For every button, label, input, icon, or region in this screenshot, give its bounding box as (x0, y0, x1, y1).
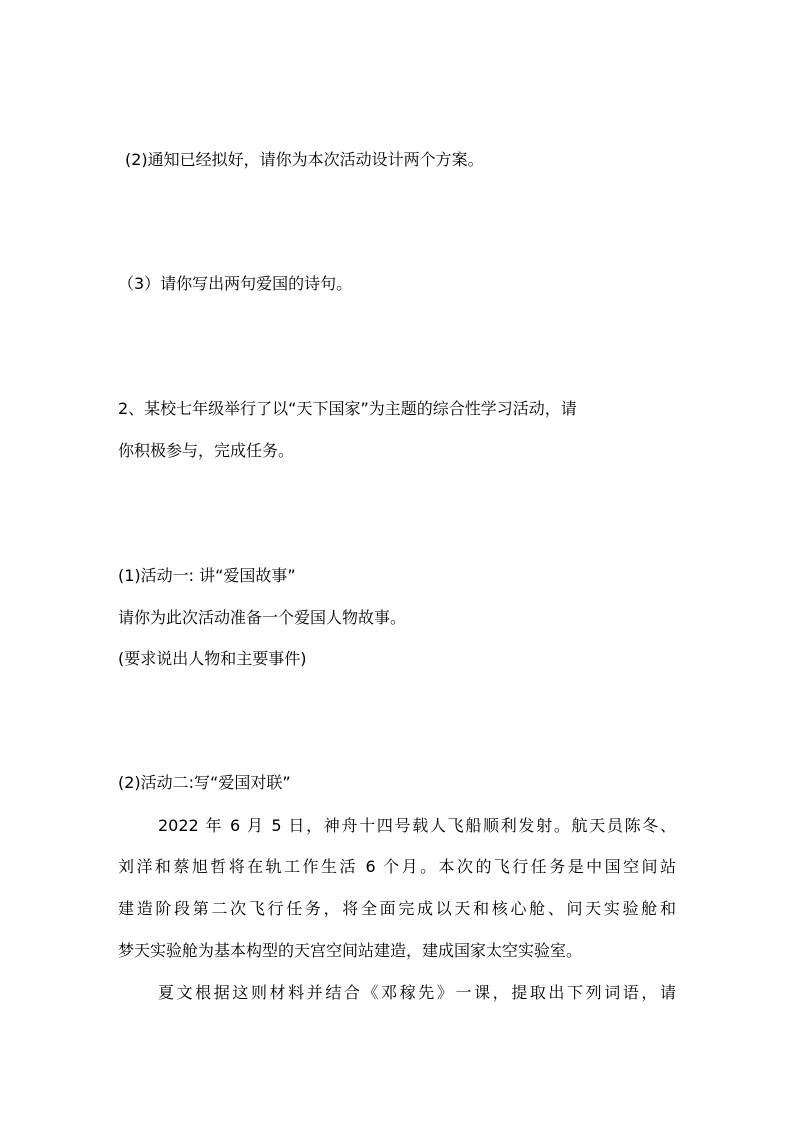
material-line-3: 建造阶段第二次飞行任务，将全面完成以天和核心舱、问天实验舱和 (118, 899, 676, 918)
question-1-part-3: （3）请你写出两句爱国的诗句。 (118, 274, 353, 293)
material-line-4: 梦天实验舱为基本构型的天宫空间站建造，建成国家太空实验室。 (118, 941, 583, 960)
activity-1-heading: (1)活动一: 讲“爱国故事” (118, 566, 296, 585)
question-2-prompt-line-1: 2、某校七年级举行了以“天下国家”为主题的综合性学习活动，请 (118, 399, 577, 418)
question-2-prompt-line-2: 你积极参与，完成任务。 (118, 441, 295, 460)
material-line-5: 夏文根据这则材料并结合《邓稼先》一课，提取出下列词语，请 (158, 983, 676, 1002)
question-1-part-2: (2)通知已经拟好，请你为本次活动设计两个方案。 (125, 150, 484, 169)
activity-1-instruction: 请你为此次活动准备一个爱国人物故事。 (118, 608, 407, 627)
material-line-1: 2022 年 6 月 5 日，神舟十四号载人飞船顺利发射。航天员陈冬、 (158, 816, 676, 835)
activity-1-requirement: (要求说出人物和主要事件) (118, 649, 307, 668)
material-line-2: 刘洋和蔡旭哲将在轨工作生活 6 个月。本次的飞行任务是中国空间站 (118, 857, 676, 876)
activity-2-heading: (2)活动二:写“爱国对联” (118, 773, 291, 792)
